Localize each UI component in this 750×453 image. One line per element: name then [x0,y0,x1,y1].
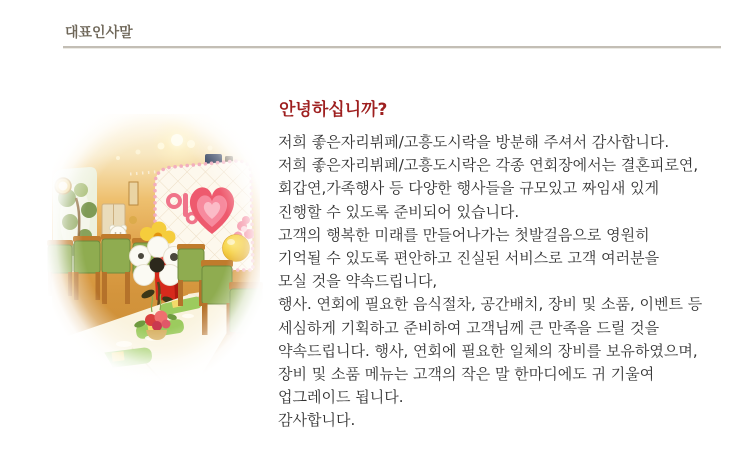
page-title: 대표인사말 [65,25,133,41]
greeting-line: 업그레이드 됩니다. [278,388,404,407]
greeting-line: 행사. 연회에 필요한 음식절차, 공간배치, 장비 및 소품, 이벤트 등 [278,295,703,314]
greeting-line: 장비 및 소품 메뉴는 고객의 작은 말 한마디에도 귀 기울여 [278,365,655,384]
greeting-line: 저희 좋은자리뷔페/고흥도시락은 각종 연회장에서는 결혼피로연, [278,156,699,175]
banquet-hall-photo [40,98,272,394]
header-divider [63,46,721,49]
greeting-line: 세심하게 기획하고 준비하여 고객님께 큰 만족을 드릴 것을 [278,318,660,337]
greeting-line: 기억될 수 있도록 편안하고 진실된 서비스로 고객 여러분을 [278,249,660,268]
greeting-line: 저희 좋은자리뷔페/고흥도시락을 방분해 주셔서 감사합니다. [278,133,670,151]
greeting-line: 회갑연,가족행사 등 다양한 행사들을 규모있고 짜임새 있게 [278,179,660,198]
greeting-line: 진행할 수 있도록 준비되어 있습니다. [278,202,520,221]
greeting-line: 감사합니다. [278,411,356,430]
greeting-line: 약속드립니다. 행사, 연회에 필요한 일체의 장비를 보유하였으며, [278,341,698,360]
greeting-heading: 안녕하십니까? [279,100,388,120]
banquet-hall-illustration [40,98,272,394]
greeting-line: 모실 것을 약속드립니다, [278,272,438,291]
greeting-line: 고객의 행복한 미래를 만들어나가는 첫발걸음으로 영원히 [278,225,650,244]
greeting-body [278,131,702,433]
